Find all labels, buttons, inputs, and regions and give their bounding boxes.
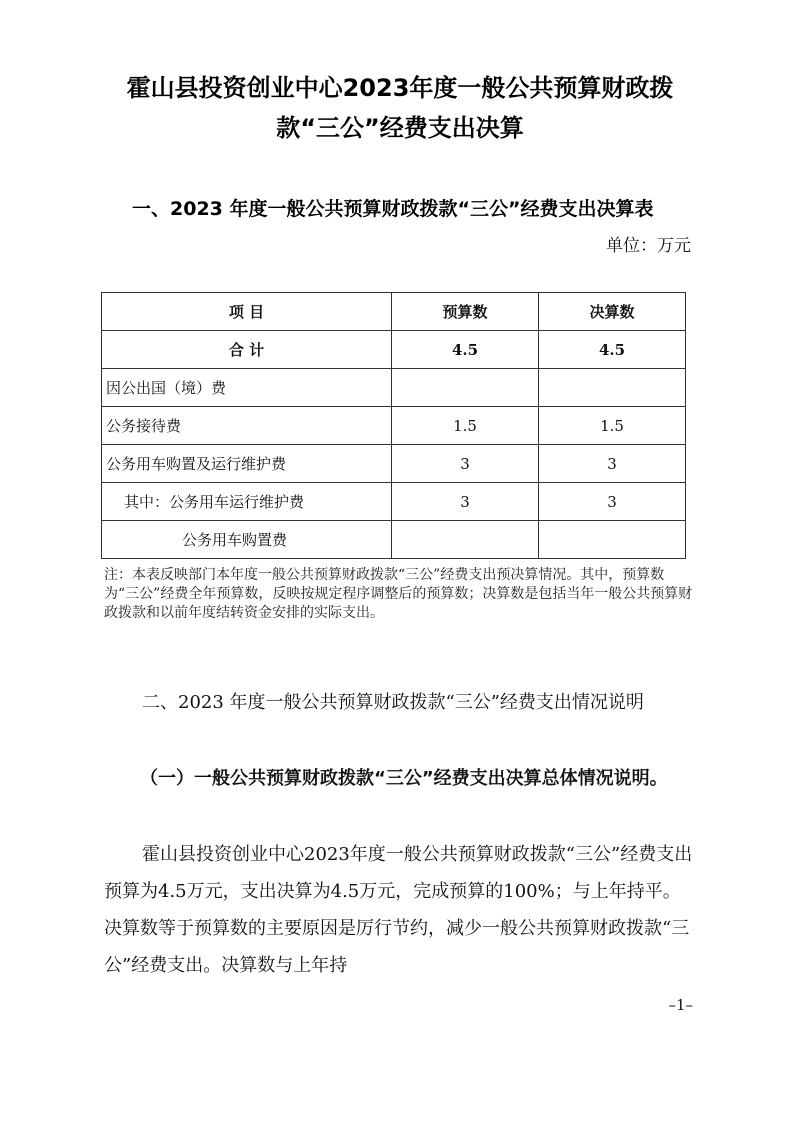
header-actual: 决算数 (539, 293, 686, 331)
row-actual: 1.5 (539, 407, 686, 445)
table-note: 注：本表反映部门本年度一般公共预算财政拨款“三公”经费支出预决算情况。其中，预算数为“三公”经费全年预算数，反映按规定程序调整后的预算数；决算数是包括当年一般公共预算财政拨款和以前年度结转资金安排的实际支出。 (104, 567, 693, 621)
row-actual: 3 (539, 445, 686, 483)
budget-table (101, 292, 686, 559)
unit-label: 单位：万元 (606, 236, 691, 256)
table-row (102, 445, 686, 483)
row-label: 因公出国（境）费 (102, 369, 392, 407)
section1-heading: 一、2023 年度一般公共预算财政拨款“三公”经费支出决算表 (132, 198, 654, 220)
row-actual: 4.5 (539, 331, 686, 369)
paragraph-1: 霍山县投资创业中心2023年度一般公共预算财政拨款“三公”经费支出预算为4.5万元，支出决算为4.5万元，完成预算的100%；与上年持平。决算数等于预算数的主要原因是厉行节约，减少一般公共预算财政拨款“三公”经费支出。决算数与上年持 (104, 844, 693, 976)
row-label: 公务用车购置费 (102, 521, 392, 559)
row-actual (539, 521, 686, 559)
row-label: 合 计 (102, 331, 392, 369)
table-row (102, 369, 686, 407)
row-budget (392, 369, 539, 407)
table-row (102, 407, 686, 445)
table-row (102, 521, 686, 559)
row-label: 其中：公务用车运行维护费 (102, 483, 392, 521)
row-budget: 3 (392, 483, 539, 521)
header-budget: 预算数 (392, 293, 539, 331)
table-row (102, 483, 686, 521)
row-budget: 4.5 (392, 331, 539, 369)
table-header-row (102, 293, 686, 331)
row-budget: 1.5 (392, 407, 539, 445)
row-actual (539, 369, 686, 407)
header-item: 项 目 (102, 293, 392, 331)
subsection1-heading: （一）一般公共预算财政拨款“三公”经费支出决算总体情况说明。 (140, 768, 668, 789)
row-budget: 3 (392, 445, 539, 483)
row-budget (392, 521, 539, 559)
section2-heading: 二、2023 年度一般公共预算财政拨款“三公”经费支出情况说明 (142, 692, 644, 713)
page-number: –1– (668, 996, 693, 1014)
row-label: 公务用车购置及运行维护费 (102, 445, 392, 483)
row-actual: 3 (539, 483, 686, 521)
row-label: 公务接待费 (102, 407, 392, 445)
document-title: 霍山县投资创业中心2023年度一般公共预算财政拨款“三公”经费支出决算 (126, 74, 674, 142)
table-row (102, 331, 686, 369)
